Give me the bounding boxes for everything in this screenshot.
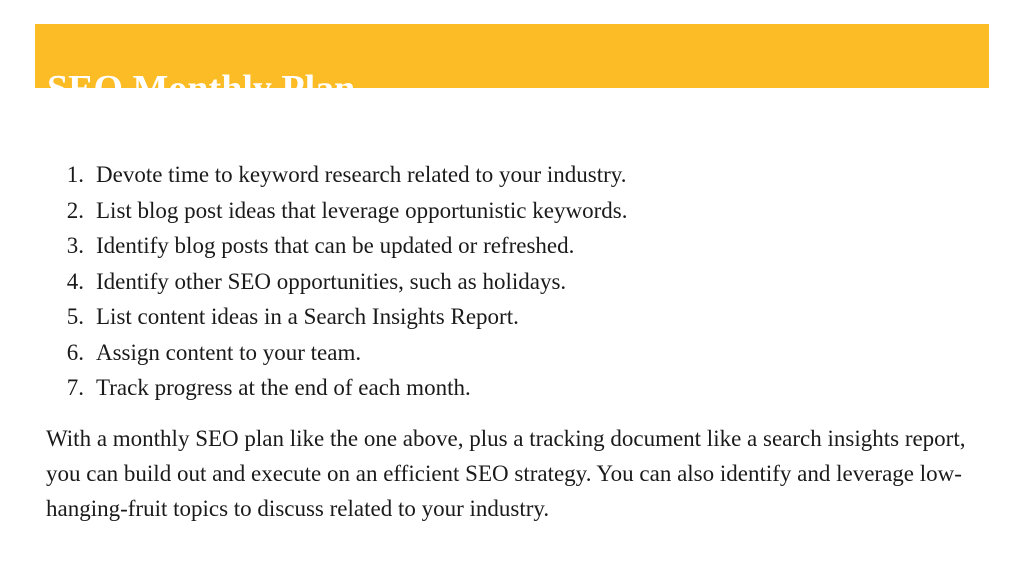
step-text: List content ideas in a Search Insights Report. [96, 304, 519, 329]
step-number: 7. [66, 375, 84, 400]
step-number: 1. [66, 162, 84, 187]
step-number: 2. [66, 197, 84, 223]
step-text: Identify blog posts that can be updated or refreshed. [96, 233, 575, 258]
summary-paragraph: With a monthly SEO plan like the one above, plus a tracking document like a search insights report, you can build out and execute on an efficient SEO strategy. You can also identify and leverage low-hanging-fruit topics to discuss related to your industry. [46, 426, 966, 521]
step-number: 3. [66, 233, 84, 258]
page-title: SEO Monthly Plan [47, 68, 356, 110]
step-number: 6. [66, 339, 84, 365]
list-item [46, 157, 627, 193]
step-number: 5. [66, 304, 84, 329]
list-item [46, 370, 627, 406]
step-text: Track progress at the end of each month. [96, 375, 471, 400]
step-text: Assign content to your team. [96, 339, 362, 365]
list-item [46, 264, 627, 300]
title-banner [35, 24, 989, 110]
list-item [46, 335, 627, 371]
step-text: Devote time to keyword research related to your industry. [96, 162, 627, 187]
list-item [46, 299, 627, 335]
list-item [46, 228, 627, 264]
step-number: 4. [66, 268, 84, 294]
step-text: List blog post ideas that leverage opportunistic keywords. [96, 197, 628, 223]
step-text: Identify other SEO opportunities, such as holidays. [96, 268, 567, 294]
steps-list [46, 157, 627, 406]
list-item [46, 193, 627, 229]
